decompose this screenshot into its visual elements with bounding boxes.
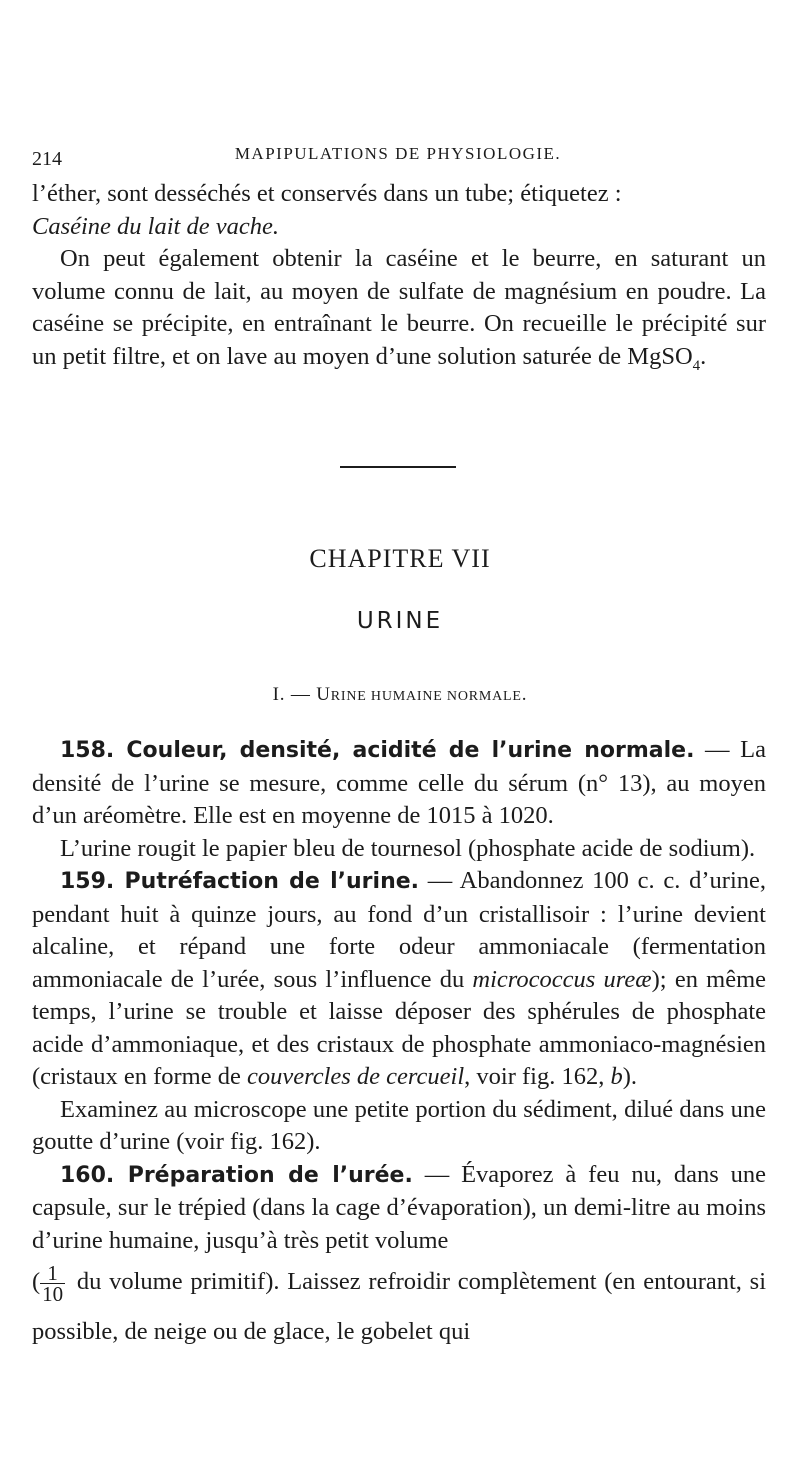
intro-p1-italic: Caséine du lait de vache. (32, 212, 279, 240)
section-divider-rule (340, 466, 456, 468)
paragraph-160 (32, 1159, 766, 1258)
text-159-d: ). (622, 1063, 638, 1090)
section-prefix: I. — (272, 684, 317, 705)
paragraph-159 (32, 865, 766, 1094)
heading-158: 158. Couleur, densité, acidité de l’urine normale. (60, 738, 695, 763)
paragraph-158 (32, 734, 766, 833)
fraction-one-tenth (40, 1260, 65, 1306)
text-159-a: — Abandonnez 100 c. c. d’urine, pendant huit à quinze jours, au fond d’un cristallisoir : l’urine devient alcaline, et répand une forte odeur ammoniacale (fermentation ammoniacale de l’urée, sous l’influence du (32, 867, 766, 993)
text-158-a: — La densité de l’urine se mesure, comme celle du sérum (n° 13), au moyen d’un aréomètre. Elle est en moyenne de 1015 à 1020. (32, 736, 766, 829)
intro-p2-end: . (700, 342, 707, 370)
section-cap: U (316, 684, 331, 705)
text-159-c: , voir fig. 162, (464, 1063, 611, 1090)
paragraph-160-b (32, 1257, 766, 1357)
page-number: 214 (32, 148, 62, 170)
fraction-denominator: 10 (42, 1281, 64, 1306)
intro-paragraph-2 (32, 243, 766, 382)
running-title: MAPIPULATIONS DE PHYSIOLOGIE. (234, 144, 562, 163)
italic-b: b (610, 1063, 623, 1090)
text-160-b: du volume primitif). Laissez refroidir complètement (en entourant, si possible, de neige ou de glace, le gobelet qui (32, 1268, 766, 1345)
intro-text-block (32, 178, 766, 382)
chapter-subtitle: URINE (356, 608, 444, 634)
intro-p2-subscript: 4 (692, 357, 701, 374)
intro-p2-text: On peut également obtenir la caséine et le beurre, en saturant un volume connu de lait, au moyen de sulfate de magnésium en poudre. La caséine se précipite, en entraînant le beurre. On recueille le précipité sur un petit filtre, et on lave au moyen d’une solution saturée de MgSO (32, 245, 766, 370)
italic-couvercles: couvercles de cercueil (246, 1063, 465, 1090)
fraction-numerator: 1 (40, 1263, 65, 1284)
paren-open: ( (32, 1268, 41, 1295)
section-end: . (521, 684, 528, 705)
paragraph-159-b (32, 1094, 766, 1159)
text-159-b: ); en même temps, l’urine se trouble et laisse déposer des sphérules de phosphate acide d’ammoniaque, et des cristaux de phosphate ammoniaco-magnésien (cristaux en forme de (32, 965, 767, 1090)
section-smallcaps: RINE HUMAINE NORMALE (330, 689, 522, 704)
text-158-b: L’urine rougit le papier bleu de tournesol (phosphate acide de sodium). (60, 834, 756, 862)
running-header (30, 142, 766, 170)
main-text-block (32, 734, 766, 1357)
chapter-title: CHAPITRE VII (309, 544, 491, 573)
italic-micrococcus: micrococcus ureæ (472, 965, 652, 993)
heading-160: 160. Préparation de l’urée. (60, 1162, 413, 1188)
text-159-e: Examinez au microscope une petite portion du sédiment, dilué dans une goutte d’urine (voir fig. 162). (32, 1095, 766, 1155)
section-title (0, 684, 800, 706)
heading-159: 159. Putréfaction de l’urine. (60, 869, 420, 894)
paragraph-158-b (32, 833, 766, 866)
text-160-a: — Évaporez à feu nu, dans une capsule, sur le trépied (dans la cage d’évaporation), un demi-litre au moins d’urine humaine, jusqu’à très petit volume (32, 1160, 766, 1254)
intro-paragraph-1 (32, 178, 766, 243)
intro-p1-text: l’éther, sont desséchés et conservés dans un tube; étiquetez : (32, 180, 622, 207)
